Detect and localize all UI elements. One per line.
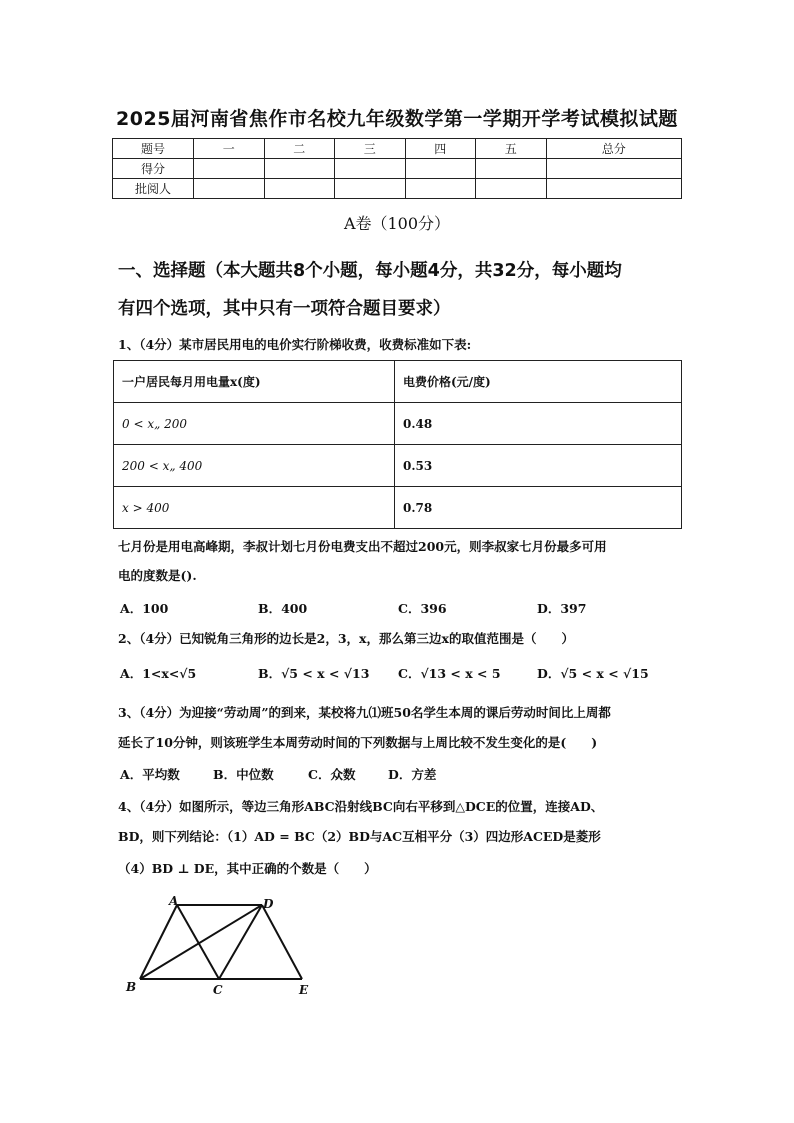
price-value-cell: 0.53 [395, 445, 682, 487]
q1-text-line2: 电的度数是(). [118, 568, 197, 583]
part1-heading-line2: 有四个选项，其中只有一项符合题目要求） [118, 299, 451, 319]
label-b: B [126, 980, 137, 994]
score-cell[interactable] [546, 159, 682, 179]
price-table [113, 360, 682, 529]
segment-dc [219, 905, 262, 979]
q3-line2: 延长了10分钟，则该班学生本周劳动时间的下列数据与上周比较不发生变化的是( ) [118, 735, 598, 750]
price-header-price: 电费价格(元/度) [395, 361, 682, 403]
page-title: 2025届河南省焦作市名校九年级数学第一学期开学考试模拟试题 [116, 108, 678, 130]
score-table [112, 138, 682, 199]
segment-ac [177, 905, 219, 979]
part1-heading [118, 252, 688, 328]
grader-cell[interactable] [405, 179, 476, 199]
score-header-cell: 三 [335, 139, 406, 159]
price-header-usage: 一户居民每月用电量x(度) [114, 361, 395, 403]
score-header-cell: 一 [194, 139, 265, 159]
q3-options [0, 765, 794, 783]
score-cell[interactable] [476, 159, 547, 179]
price-row [114, 487, 682, 529]
part1-heading-line1: 一、选择题（本大题共8个小题，每小题4分，共32分，每小题均 [118, 261, 622, 281]
score-cell[interactable] [405, 159, 476, 179]
grader-cell[interactable] [335, 179, 406, 199]
score-header-cell: 总分 [546, 139, 682, 159]
price-table-header-row [114, 361, 682, 403]
q1-options [0, 599, 794, 617]
score-header-cell: 五 [476, 139, 547, 159]
grader-row-label: 批阅人 [113, 179, 194, 199]
q1-option-c[interactable]: C．396 [398, 601, 447, 616]
q2-option-c[interactable]: C．√13 < x < 5 [398, 666, 501, 681]
q3-option-d[interactable]: D．方差 [388, 767, 437, 782]
score-table-header-row [113, 139, 682, 159]
label-c: C [213, 983, 223, 997]
q1-option-a[interactable]: A．100 [120, 601, 169, 616]
score-header-cell: 二 [264, 139, 335, 159]
score-cell[interactable] [335, 159, 406, 179]
q3-line1: 3、（4分）为迎接“劳动周”的到来，某校将九⑴班50名学生本周的课后劳动时间比上周都 [118, 705, 611, 720]
q1-text-line1: 七月份是用电高峰期，李叔计划七月份电费支出不超过200元，则李叔家七月份最多可用 [118, 539, 607, 554]
q1-option-b[interactable]: B．400 [258, 601, 308, 616]
q4-line2: BD，则下列结论：（1）AD = BC（2）BD与AC互相平分（3）四边形ACED是菱形 [118, 829, 601, 844]
grader-cell[interactable] [264, 179, 335, 199]
q3-option-b[interactable]: B．中位数 [213, 767, 274, 782]
q2-option-b[interactable]: B．√5 < x < √13 [258, 666, 370, 681]
price-range-cell: 200 < x„ 400 [114, 445, 395, 487]
q4-line3: （4）BD ⊥ DE，其中正确的个数是（ ） [118, 861, 377, 876]
label-a: A [169, 894, 179, 908]
price-range-cell: x > 400 [114, 487, 395, 529]
triangle-translation-figure [115, 890, 325, 1000]
label-e: E [299, 983, 309, 997]
segment-de [262, 905, 302, 979]
q2-option-a[interactable]: A．1<x<√5 [120, 666, 197, 681]
q3-option-c[interactable]: C．众数 [308, 767, 356, 782]
q2-options [0, 664, 794, 684]
q2-stem: 2、（4分）已知锐角三角形的边长是2，3，x，那么第三边x的取值范围是（ ） [118, 631, 574, 646]
score-header-cell: 题号 [113, 139, 194, 159]
grader-row [113, 179, 682, 199]
label-d: D [263, 897, 274, 911]
score-row-label: 得分 [113, 159, 194, 179]
price-value-cell: 0.48 [395, 403, 682, 445]
grader-cell[interactable] [194, 179, 265, 199]
score-cell[interactable] [264, 159, 335, 179]
q1-stem: 1、（4分）某市居民用电的电价实行阶梯收费，收费标准如下表: [118, 337, 472, 352]
section-a-heading: A卷（100分） [343, 214, 451, 233]
score-cell[interactable] [194, 159, 265, 179]
q3-option-a[interactable]: A．平均数 [120, 767, 180, 782]
price-range-cell: 0 < x„ 200 [114, 403, 395, 445]
q1-option-d[interactable]: D．397 [537, 601, 587, 616]
q4-line1: 4、（4分）如图所示，等边三角形ABC沿射线BC向右平移到△DCE的位置，连接AD、 [118, 799, 604, 814]
q2-option-d[interactable]: D．√5 < x < √15 [537, 666, 649, 681]
grader-cell[interactable] [476, 179, 547, 199]
price-value-cell: 0.78 [395, 487, 682, 529]
grader-cell[interactable] [546, 179, 682, 199]
price-row [114, 403, 682, 445]
score-row [113, 159, 682, 179]
price-row [114, 445, 682, 487]
score-header-cell: 四 [405, 139, 476, 159]
